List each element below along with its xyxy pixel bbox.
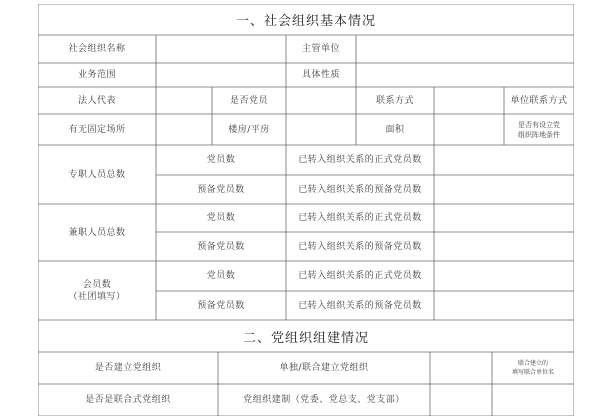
- unit-contact-label: 单位联系方式: [510, 95, 568, 106]
- parttime-transferred-formal-value[interactable]: [434, 204, 574, 232]
- activity-condition-line-1: 是否有设立党: [518, 120, 560, 129]
- fulltime-transferred-probationary-label: 已转入组织关系的预备党员数: [298, 184, 422, 195]
- area-value[interactable]: [434, 114, 504, 145]
- parttime-transferred-probationary-label: 已转入组织关系的预备党员数: [298, 241, 422, 252]
- supervisor-value[interactable]: [356, 35, 574, 63]
- fulltime-probationary-label: 预备党员数: [197, 184, 245, 195]
- parttime-probationary-label: 预备党员数: [197, 241, 245, 252]
- org-name-value[interactable]: [156, 35, 286, 63]
- structure-value[interactable]: [430, 384, 492, 416]
- joint-note-line-1: 联合建立的: [517, 360, 548, 367]
- contact-value[interactable]: [434, 87, 504, 114]
- venue-value[interactable]: [156, 114, 212, 145]
- members-transferred-formal-value[interactable]: [434, 261, 574, 291]
- fulltime-party-members-label: 党员数: [206, 155, 236, 165]
- section1-title: 一、社会组织基本情况: [235, 14, 376, 29]
- area-label: 面积: [385, 124, 405, 135]
- building-value[interactable]: [286, 114, 356, 145]
- is-party-member-label: 是否党员: [229, 95, 268, 106]
- is-party-member-value[interactable]: [286, 87, 356, 114]
- joint-label: 单独/联合建立党组织: [279, 363, 369, 373]
- members-transferred-formal-label: 已转入组织关系的正式党员数: [298, 271, 422, 281]
- structure-label: 党组织建制（党委、党总支、党支部）: [243, 395, 405, 405]
- activity-condition-line-2: 组织阵地条件: [518, 130, 560, 139]
- building-label: 楼房/平房: [228, 124, 270, 135]
- parttime-transferred-formal-label: 已转入组织关系的正式党员数: [298, 213, 422, 223]
- joint-value[interactable]: [430, 352, 492, 384]
- members-probationary-label: 预备党员数: [197, 300, 245, 311]
- joint-committee-label: 是否是联合式党组织: [85, 395, 171, 405]
- org-name-label: 社会组织名称: [68, 44, 126, 54]
- members-party-members-label: 党员数: [206, 271, 236, 281]
- members-label-line-1: 会员数: [82, 279, 112, 290]
- members-label: [38, 261, 156, 320]
- members-transferred-probationary-label: 已转入组织关系的预备党员数: [298, 300, 422, 311]
- members-label-line-2: （社团填写）: [68, 291, 126, 302]
- info-form: [38, 4, 574, 416]
- fulltime-transferred-probationary-value[interactable]: [434, 175, 574, 204]
- structure-extra-value[interactable]: [492, 384, 574, 416]
- legal-rep-value[interactable]: [156, 87, 212, 114]
- joint-note-line-2: 填写联合单位名: [511, 369, 554, 376]
- contact-label: 联系方式: [375, 95, 414, 106]
- venue-label: 有无固定场所: [68, 124, 126, 135]
- section2-title: 二、党组织组建情况: [242, 330, 369, 346]
- activity-condition-label: [504, 114, 574, 145]
- org-type-value[interactable]: [356, 63, 574, 87]
- joint-note: [492, 352, 574, 384]
- parttime-total-label: 兼职人员总数: [68, 227, 126, 238]
- fulltime-transferred-formal-value[interactable]: [434, 145, 574, 175]
- fulltime-total-label: 专职人员总数: [68, 169, 126, 180]
- org-type-label: 具体性质: [301, 70, 340, 80]
- parttime-party-members-label: 党员数: [206, 213, 236, 223]
- business-scope-label: 业务范围: [77, 70, 116, 80]
- business-scope-value[interactable]: [156, 63, 286, 87]
- fulltime-transferred-formal-label: 已转入组织关系的正式党员数: [298, 155, 422, 165]
- parttime-transferred-probationary-value[interactable]: [434, 232, 574, 261]
- established-label: 是否建立党组织: [94, 363, 162, 373]
- members-transferred-probationary-value[interactable]: [434, 291, 574, 320]
- legal-rep-label: 法人代表: [77, 95, 116, 106]
- supervisor-label: 主管单位: [301, 44, 340, 54]
